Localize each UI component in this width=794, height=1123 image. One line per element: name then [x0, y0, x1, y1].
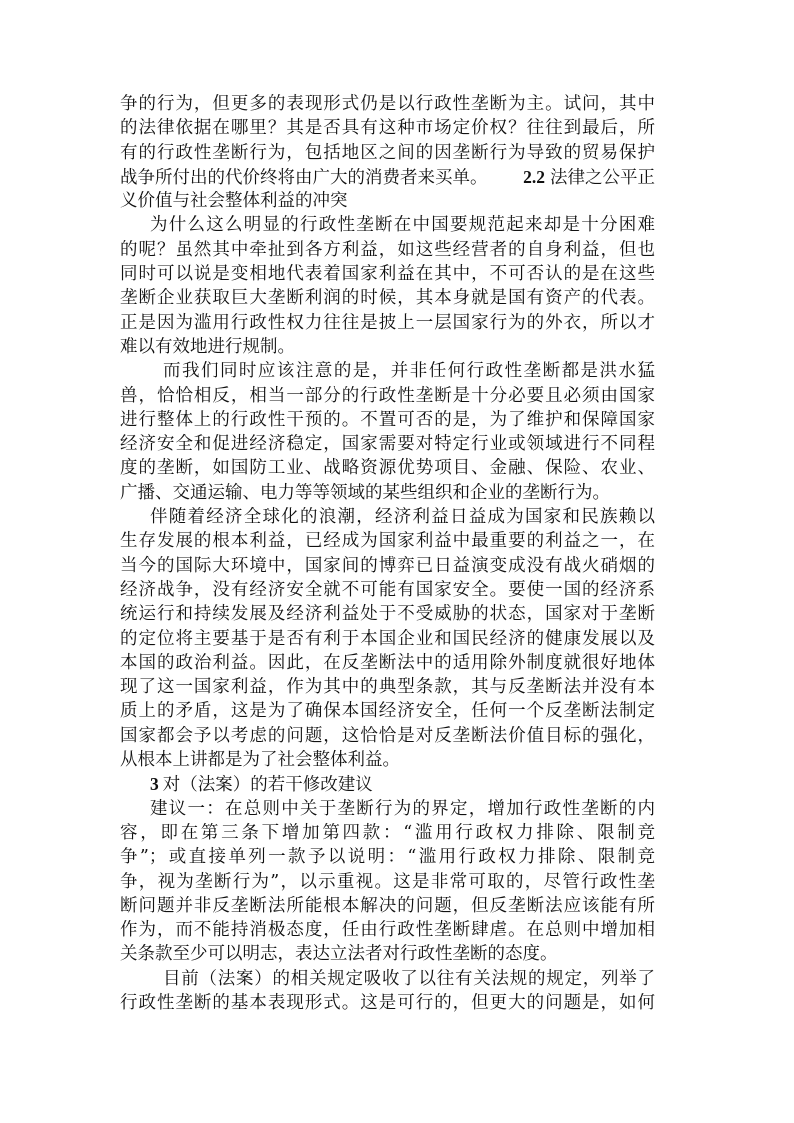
body-line: 的法律依据在哪里？其是否具有这种市场定价权？往往到最后，所: [120, 118, 655, 139]
paragraph: [120, 92, 655, 213]
body-line: 广播、交通运输、电力等等领域的某些组织和企业的垄断行为。: [120, 482, 610, 503]
section-number: 3: [150, 774, 159, 795]
body-line: 当今的国际大环境中，国家间的博弈已日益演变成没有战火硝烟的: [120, 555, 655, 576]
body-line: 生存发展的根本利益，已经成为国家利益中最重要的利益之一，在: [120, 531, 655, 552]
body-line: 的呢？虽然其中牵扯到各方利益，如这些经营者的自身利益，但也: [120, 239, 655, 260]
body-line: 同时可以说是变相地代表着国家利益在其中，不可否认的是在这些: [120, 264, 655, 285]
body-line: 经济战争，没有经济安全就不可能有国家安全。要使一国的经济系: [120, 579, 655, 600]
body-line: 伴随着经济全球化的浪潮，经济利益日益成为国家和民族赖以: [150, 507, 655, 528]
body-line: 的定位将主要基于是否有利于本国企业和国民经济的健康发展以及: [120, 628, 655, 649]
paragraph: [120, 967, 655, 1016]
body-line: 现了这一国家利益，作为其中的典型条款，其与反垄断法并没有本: [120, 677, 655, 698]
body-line: 作为，而不能持消极态度，任由行政性垄断肆虐。在总则中增加相: [120, 920, 655, 941]
body-line: 争的行为，但更多的表现形式仍是以行政性垄断为主。试问，其中: [120, 94, 655, 114]
body-line: 建议一：在总则中关于垄断行为的界定，增加行政性垄断的内: [150, 798, 655, 819]
body-line: 国家都会予以考虑的问题，这恰恰是对反垄断法价值目标的强化，: [120, 725, 655, 746]
section-number: 2.2: [523, 166, 545, 187]
section-title-continuation: 义价值与社会整体利益的冲突: [120, 191, 348, 212]
body-line: 经济安全和促进经济稳定，国家需要对特定行业或领域进行不同程: [120, 434, 655, 455]
body-line: 度的垄断，如国防工业、战略资源优势项目、金融、保险、农业、: [120, 458, 655, 479]
paragraph: [120, 213, 655, 359]
body-line: 断问题并非反垄断法所能根本解决的问题，但反垄断法应该能有所: [120, 895, 655, 916]
section-title: 法律之公平正: [550, 167, 655, 188]
body-line: 进行整体上的行政性干预的。不置可否的是，为了维护和保障国家: [120, 409, 655, 430]
paragraph: [120, 797, 655, 967]
body-line: 争”；或直接单列一款予以说明：“滥用行政权力排除、限制竞: [120, 847, 655, 868]
body-line: 本国的政治利益。因此，在反垄断法中的适用除外制度就很好地体: [120, 652, 655, 673]
body-line-text: 战争所付出的代价终将由广大的消费者来买单。: [120, 167, 488, 188]
document-body: [120, 92, 655, 1015]
body-line: 而我们同时应该注意的是，并非任何行政性垄断都是洪水猛: [163, 361, 655, 382]
section-title: 对（法案）的若干修改建议: [162, 775, 373, 796]
body-line: 质上的矛盾，这是为了确保本国经济安全，任何一个反垄断法制定: [120, 701, 655, 722]
section-heading-3: [120, 772, 655, 796]
body-line: 关条款至少可以明志，表达立法者对行政性垄断的态度。: [120, 944, 558, 965]
body-line: 目前（法案）的相关规定吸收了以往有关法规的规定，列举了: [163, 968, 655, 989]
body-line: 争，视为垄断行为”，以示重视。这是非常可取的，尽管行政性垄: [120, 871, 655, 892]
body-line: 为什么这么明显的行政性垄断在中国要规范起来却是十分困难: [150, 215, 655, 236]
body-line: 有的行政性垄断行为，包括地区之间的因垄断行为导致的贸易保护: [120, 142, 655, 163]
paragraph: [120, 505, 655, 772]
body-line: 正是因为滥用行政性权力往往是披上一层国家行为的外衣，所以才: [120, 312, 655, 333]
body-line: 难以有效地进行规制。: [120, 336, 295, 357]
body-line: 容，即在第三条下增加第四款：“滥用行政权力排除、限制竞: [120, 822, 655, 843]
body-line: 从根本上讲都是为了社会整体利益。: [120, 750, 400, 771]
section-heading-2-2: [523, 165, 655, 190]
paragraph: [120, 359, 655, 505]
body-line: 行政性垄断的基本表现形式。这是可行的，但更大的问题是，如何: [120, 992, 655, 1013]
body-line: 统运行和持续发展及经济利益处于不受威胁的状态，国家对于垄断: [120, 604, 655, 625]
body-line: 兽，恰恰相反，相当一部分的行政性垄断是十分必要且必须由国家: [120, 385, 655, 406]
body-line: 垄断企业获取巨大垄断利润的时候，其本身就是国有资产的代表。: [120, 288, 655, 309]
body-line: [120, 165, 655, 189]
